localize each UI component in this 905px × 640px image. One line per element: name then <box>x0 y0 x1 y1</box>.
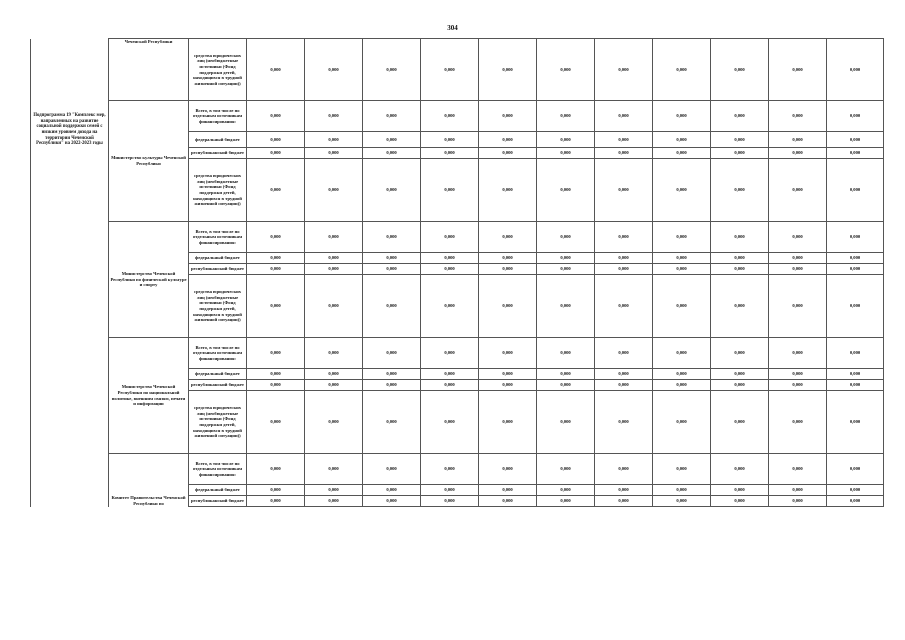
value-cell: 0,000 <box>363 222 421 253</box>
value-cell: 0,000 <box>653 496 711 507</box>
value-cell: 0,000 <box>595 380 653 391</box>
value-cell: 0,000 <box>479 454 537 485</box>
value-cell: 0,000 <box>305 222 363 253</box>
value-cell: 0,000 <box>479 222 537 253</box>
value-cell: 0,000 <box>305 253 363 264</box>
value-cell: 0,000 <box>421 101 479 132</box>
value-cell: 0,000 <box>305 485 363 496</box>
value-cell: 0,000 <box>479 101 537 132</box>
value-cell: 0,000 <box>479 485 537 496</box>
value-cell: 0,000 <box>479 132 537 148</box>
value-cell: 0,000 <box>769 253 827 264</box>
value-cell: 0,000 <box>421 485 479 496</box>
value-cell: 0,000 <box>421 159 479 222</box>
value-cell: 0,000 <box>537 391 595 454</box>
funding-source-cell: средства юридических лиц (необюджетные источники (Фонд поддержки детей, находящихся в трудной жизненной ситуации)) <box>189 391 247 454</box>
value-cell: 0,000 <box>247 454 305 485</box>
value-cell: 0,000 <box>595 253 653 264</box>
value-cell: 0,000 <box>305 496 363 507</box>
value-cell: 0,000 <box>711 39 769 101</box>
funding-source-cell: республиканский бюджет <box>189 380 247 391</box>
value-cell: 0,000 <box>711 101 769 132</box>
value-cell: 0,000 <box>247 275 305 338</box>
value-cell: 0,000 <box>363 380 421 391</box>
value-cell: 0,000 <box>653 132 711 148</box>
value-cell: 0,000 <box>537 132 595 148</box>
value-cell: 0,000 <box>769 148 827 159</box>
value-cell: 0,000 <box>537 264 595 275</box>
value-cell: 0,000 <box>827 380 884 391</box>
value-cell: 0,000 <box>305 39 363 101</box>
value-cell: 0,000 <box>769 39 827 101</box>
value-cell: 0,000 <box>827 338 884 369</box>
value-cell: 0,000 <box>363 369 421 380</box>
value-cell: 0,000 <box>537 159 595 222</box>
value-cell: 0,000 <box>769 380 827 391</box>
value-cell: 0,000 <box>305 148 363 159</box>
value-cell: 0,000 <box>711 391 769 454</box>
value-cell: 0,000 <box>421 132 479 148</box>
value-cell: 0,000 <box>769 264 827 275</box>
budget-table <box>30 38 884 507</box>
value-cell: 0,000 <box>363 101 421 132</box>
table-row <box>31 222 884 253</box>
value-cell: 0,000 <box>595 132 653 148</box>
value-cell: 0,000 <box>537 222 595 253</box>
value-cell: 0,000 <box>247 222 305 253</box>
value-cell: 0,000 <box>653 369 711 380</box>
value-cell: 0,000 <box>479 148 537 159</box>
value-cell: 0,000 <box>537 39 595 101</box>
value-cell: 0,000 <box>363 148 421 159</box>
value-cell: 0,000 <box>769 485 827 496</box>
executor-cell: Чеченской Республики <box>109 39 189 101</box>
table-row <box>31 338 884 369</box>
value-cell: 0,000 <box>827 391 884 454</box>
subprogram-cell <box>31 39 109 222</box>
funding-source-cell: федеральный бюджет <box>189 132 247 148</box>
value-cell: 0,000 <box>421 380 479 391</box>
funding-source-cell: Всего, в том числе по отдельным источникам финансирования: <box>189 101 247 132</box>
page-number: 304 <box>447 24 458 32</box>
table-row <box>31 39 884 101</box>
value-cell: 0,000 <box>653 159 711 222</box>
table-row <box>31 454 884 485</box>
value-cell: 0,000 <box>421 39 479 101</box>
value-cell: 0,000 <box>363 454 421 485</box>
value-cell: 0,000 <box>653 264 711 275</box>
value-cell: 0,000 <box>595 264 653 275</box>
value-cell: 0,000 <box>595 391 653 454</box>
executor-cell: Комитет Правительства Чеченской Республики по <box>109 454 189 507</box>
value-cell: 0,000 <box>653 454 711 485</box>
value-cell: 0,000 <box>653 148 711 159</box>
value-cell: 0,000 <box>595 496 653 507</box>
value-cell: 0,000 <box>479 253 537 264</box>
value-cell: 0,000 <box>247 369 305 380</box>
value-cell: 0,000 <box>305 275 363 338</box>
value-cell: 0,000 <box>305 380 363 391</box>
funding-source-cell: федеральный бюджет <box>189 485 247 496</box>
value-cell: 0,000 <box>711 222 769 253</box>
value-cell: 0,000 <box>827 132 884 148</box>
value-cell: 0,000 <box>595 222 653 253</box>
value-cell: 0,000 <box>769 454 827 485</box>
funding-source-cell: Всего, в том числе по отдельным источникам финансирования: <box>189 454 247 485</box>
value-cell: 0,000 <box>769 101 827 132</box>
value-cell: 0,000 <box>653 39 711 101</box>
value-cell: 0,000 <box>595 338 653 369</box>
value-cell: 0,000 <box>537 148 595 159</box>
executor-cell: Министерство Чеченской Республики по физической культуре и спорту <box>109 222 189 338</box>
value-cell: 0,000 <box>305 101 363 132</box>
value-cell: 0,000 <box>653 101 711 132</box>
value-cell: 0,000 <box>421 338 479 369</box>
value-cell: 0,000 <box>769 275 827 338</box>
value-cell: 0,000 <box>537 454 595 485</box>
value-cell: 0,000 <box>537 338 595 369</box>
subprogram-cell-continued <box>31 222 109 507</box>
value-cell: 0,000 <box>595 485 653 496</box>
value-cell: 0,000 <box>363 391 421 454</box>
value-cell: 0,000 <box>537 496 595 507</box>
value-cell: 0,000 <box>827 485 884 496</box>
value-cell: 0,000 <box>363 39 421 101</box>
value-cell: 0,000 <box>827 148 884 159</box>
value-cell: 0,000 <box>595 101 653 132</box>
value-cell: 0,000 <box>827 454 884 485</box>
value-cell: 0,000 <box>479 369 537 380</box>
value-cell: 0,000 <box>305 454 363 485</box>
value-cell: 0,000 <box>421 369 479 380</box>
value-cell: 0,000 <box>537 485 595 496</box>
value-cell: 0,000 <box>537 380 595 391</box>
value-cell: 0,000 <box>305 338 363 369</box>
value-cell: 0,000 <box>769 369 827 380</box>
value-cell: 0,000 <box>421 253 479 264</box>
value-cell: 0,000 <box>247 253 305 264</box>
value-cell: 0,000 <box>537 369 595 380</box>
value-cell: 0,000 <box>711 132 769 148</box>
value-cell: 0,000 <box>653 253 711 264</box>
value-cell: 0,000 <box>479 391 537 454</box>
value-cell: 0,000 <box>827 496 884 507</box>
value-cell: 0,000 <box>711 380 769 391</box>
funding-source-cell: средства юридических лиц (необюджетные источники (Фонд поддержки детей, находящихся в трудной жизненной ситуации)) <box>189 39 247 101</box>
value-cell: 0,000 <box>305 159 363 222</box>
value-cell: 0,000 <box>827 101 884 132</box>
value-cell: 0,000 <box>363 253 421 264</box>
funding-source-cell: средства юридических лиц (необюджетные источники (Фонд поддержки детей, находящихся в трудной жизненной ситуации)) <box>189 275 247 338</box>
value-cell: 0,000 <box>653 222 711 253</box>
value-cell: 0,000 <box>537 253 595 264</box>
value-cell: 0,000 <box>711 148 769 159</box>
value-cell: 0,000 <box>769 159 827 222</box>
value-cell: 0,000 <box>711 496 769 507</box>
executor-cell: Министерство Чеченской Республики по национальной политике, внешним связям, печати и информации <box>109 338 189 454</box>
funding-source-cell: республиканский бюджет <box>189 148 247 159</box>
value-cell: 0,000 <box>363 264 421 275</box>
value-cell: 0,000 <box>653 275 711 338</box>
subprogram-title: Подпрограмма 19 "Комплекс мер, направленных на развитие социальной поддержки семей с низким уровнем дохода на территории Чеченской Республики" на 2022-2023 годы <box>33 113 106 147</box>
value-cell: 0,000 <box>421 222 479 253</box>
value-cell: 0,000 <box>769 132 827 148</box>
funding-source-cell: республиканский бюджет <box>189 264 247 275</box>
value-cell: 0,000 <box>247 101 305 132</box>
funding-source-cell: федеральный бюджет <box>189 253 247 264</box>
value-cell: 0,000 <box>305 264 363 275</box>
value-cell: 0,000 <box>247 159 305 222</box>
executor-cell: Министерство культуры Чеченской Республики <box>109 101 189 222</box>
value-cell: 0,000 <box>711 485 769 496</box>
funding-source-cell: средства юридических лиц (необюджетные источники (Фонд поддержки детей, находящихся в трудной жизненной ситуации)) <box>189 159 247 222</box>
value-cell: 0,000 <box>653 391 711 454</box>
value-cell: 0,000 <box>421 275 479 338</box>
value-cell: 0,000 <box>653 338 711 369</box>
value-cell: 0,000 <box>247 39 305 101</box>
value-cell: 0,000 <box>247 380 305 391</box>
value-cell: 0,000 <box>247 338 305 369</box>
value-cell: 0,000 <box>827 159 884 222</box>
funding-source-cell: федеральный бюджет <box>189 369 247 380</box>
value-cell: 0,000 <box>595 148 653 159</box>
value-cell: 0,000 <box>363 275 421 338</box>
value-cell: 0,000 <box>363 338 421 369</box>
value-cell: 0,000 <box>421 391 479 454</box>
value-cell: 0,000 <box>247 496 305 507</box>
value-cell: 0,000 <box>827 264 884 275</box>
value-cell: 0,000 <box>479 380 537 391</box>
value-cell: 0,000 <box>827 369 884 380</box>
value-cell: 0,000 <box>305 369 363 380</box>
value-cell: 0,000 <box>479 264 537 275</box>
value-cell: 0,000 <box>247 132 305 148</box>
funding-source-cell: республиканский бюджет <box>189 496 247 507</box>
value-cell: 0,000 <box>711 159 769 222</box>
value-cell: 0,000 <box>363 496 421 507</box>
value-cell: 0,000 <box>363 485 421 496</box>
value-cell: 0,000 <box>711 253 769 264</box>
value-cell: 0,000 <box>595 275 653 338</box>
value-cell: 0,000 <box>595 454 653 485</box>
funding-source-cell: Всего, в том числе по отдельным источникам финансирования: <box>189 338 247 369</box>
value-cell: 0,000 <box>769 391 827 454</box>
value-cell: 0,000 <box>421 148 479 159</box>
value-cell: 0,000 <box>247 264 305 275</box>
value-cell: 0,000 <box>711 454 769 485</box>
value-cell: 0,000 <box>537 101 595 132</box>
value-cell: 0,000 <box>421 264 479 275</box>
value-cell: 0,000 <box>421 454 479 485</box>
value-cell: 0,000 <box>247 485 305 496</box>
value-cell: 0,000 <box>305 391 363 454</box>
table-row <box>31 101 884 132</box>
value-cell: 0,000 <box>247 391 305 454</box>
value-cell: 0,000 <box>479 39 537 101</box>
value-cell: 0,000 <box>479 496 537 507</box>
value-cell: 0,000 <box>653 380 711 391</box>
value-cell: 0,000 <box>421 496 479 507</box>
value-cell: 0,000 <box>479 338 537 369</box>
funding-source-cell: Всего, в том числе по отдельным источникам финансирования: <box>189 222 247 253</box>
value-cell: 0,000 <box>479 159 537 222</box>
value-cell: 0,000 <box>537 275 595 338</box>
value-cell: 0,000 <box>595 159 653 222</box>
value-cell: 0,000 <box>711 338 769 369</box>
value-cell: 0,000 <box>769 222 827 253</box>
value-cell: 0,000 <box>711 275 769 338</box>
value-cell: 0,000 <box>595 369 653 380</box>
value-cell: 0,000 <box>827 222 884 253</box>
value-cell: 0,000 <box>479 275 537 338</box>
value-cell: 0,000 <box>595 39 653 101</box>
value-cell: 0,000 <box>711 264 769 275</box>
value-cell: 0,000 <box>827 253 884 264</box>
value-cell: 0,000 <box>769 338 827 369</box>
value-cell: 0,000 <box>305 132 363 148</box>
value-cell: 0,000 <box>711 369 769 380</box>
value-cell: 0,000 <box>653 485 711 496</box>
value-cell: 0,000 <box>363 132 421 148</box>
value-cell: 0,000 <box>769 496 827 507</box>
value-cell: 0,000 <box>363 159 421 222</box>
value-cell: 0,000 <box>827 275 884 338</box>
value-cell: 0,000 <box>827 39 884 101</box>
value-cell: 0,000 <box>247 148 305 159</box>
